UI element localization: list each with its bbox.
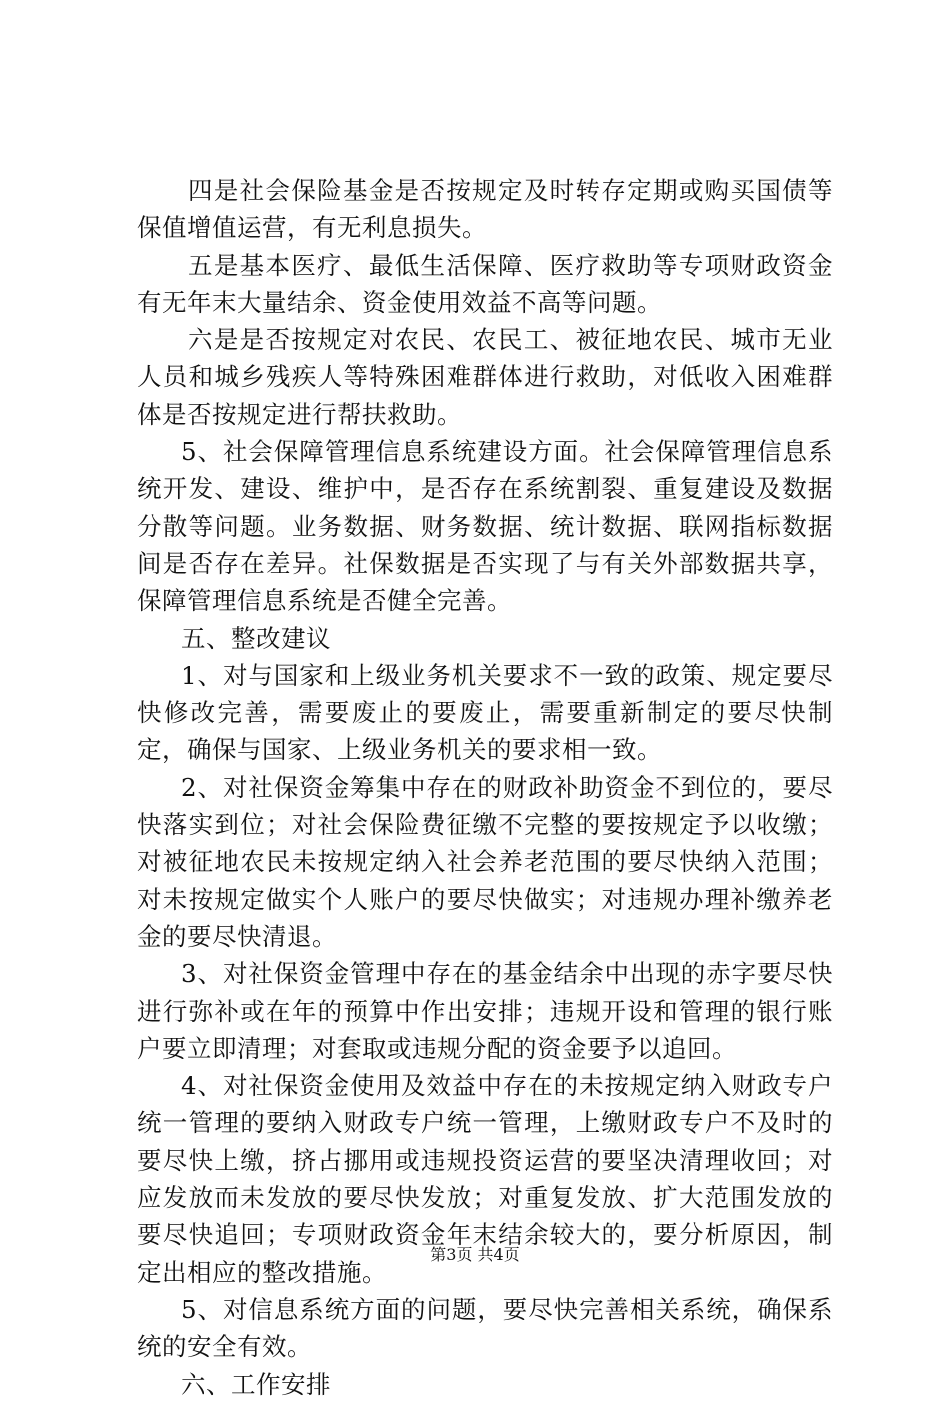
document-body [137, 172, 833, 1403]
paragraph-suggestion-4: 4、对社保资金使用及效益中存在的未按规定纳入财政专户统一管理的要纳入财政专户统一管理，上缴财政专户不及时的要尽快上缴，挤占挪用或违规投资运营的要坚决清理收回；对应发放而未发放的要尽快发放；对重复发放、扩大范围发放的要尽快追回；专项财政资金年末结余较大的，要分析原因，制定出相应的整改措施。 [137, 1071, 833, 1287]
paragraph-suggestion-1: 1、对与国家和上级业务机关要求不一致的政策、规定要尽快修改完善，需要废止的要废止，需要重新制定的要尽快制定，确保与国家、上级业务机关的要求相一致。 [137, 660, 833, 765]
paragraph-suggestion-2: 2、对社保资金筹集中存在的财政补助资金不到位的，要尽快落实到位；对社会保险费征缴不完整的要按规定予以收缴；对被征地农民未按规定纳入社会养老范围的要尽快纳入范围；对未按规定做实个人账户的要尽快做实；对违规办理补缴养老金的要尽快清退。 [137, 772, 833, 951]
paragraph-item-6: 六是是否按规定对农民、农民工、被征地农民、城市无业人员和城乡残疾人等特殊困难群体进行救助，对低收入困难群体是否按规定进行帮扶救助。 [137, 325, 833, 429]
page-total: 共4页 [477, 1245, 520, 1264]
heading-rectification-suggestions: 五、整改建议 [181, 623, 331, 653]
paragraph-item-5: 五是基本医疗、最低生活保障、医疗救助等专项财政资金有无年末大量结余、资金使用效益不高等问题。 [137, 250, 833, 317]
paragraph-suggestion-3: 3、对社保资金管理中存在的基金结余中出现的赤字要尽快进行弥补或在年的预算中作出安排；违规开设和管理的银行账户要立即清理；对套取或违规分配的资金要予以追回。 [137, 959, 833, 1063]
paragraph-suggestion-5: 5、对信息系统方面的问题，要尽快完善相关系统，确保系统的安全有效。 [137, 1294, 833, 1362]
page-footer [0, 1245, 950, 1265]
heading-work-arrangement: 六、工作安排 [181, 1369, 331, 1399]
page-number: 第3页 [430, 1245, 473, 1264]
paragraph-section-5-info-system: 5、社会保障管理信息系统建设方面。社会保障管理信息系统开发、建设、维护中，是否存在系统割裂、重复建设及数据分散等问题。业务数据、财务数据、统计数据、联网指标数据间是否存在差异。社保数据是否实现了与有关外部数据共享，保障管理信息系统是否健全完善。 [137, 437, 833, 616]
paragraph-item-4: 四是社会保险基金是否按规定及时转存定期或购买国债等保值增值运营，有无利息损失。 [137, 176, 833, 243]
